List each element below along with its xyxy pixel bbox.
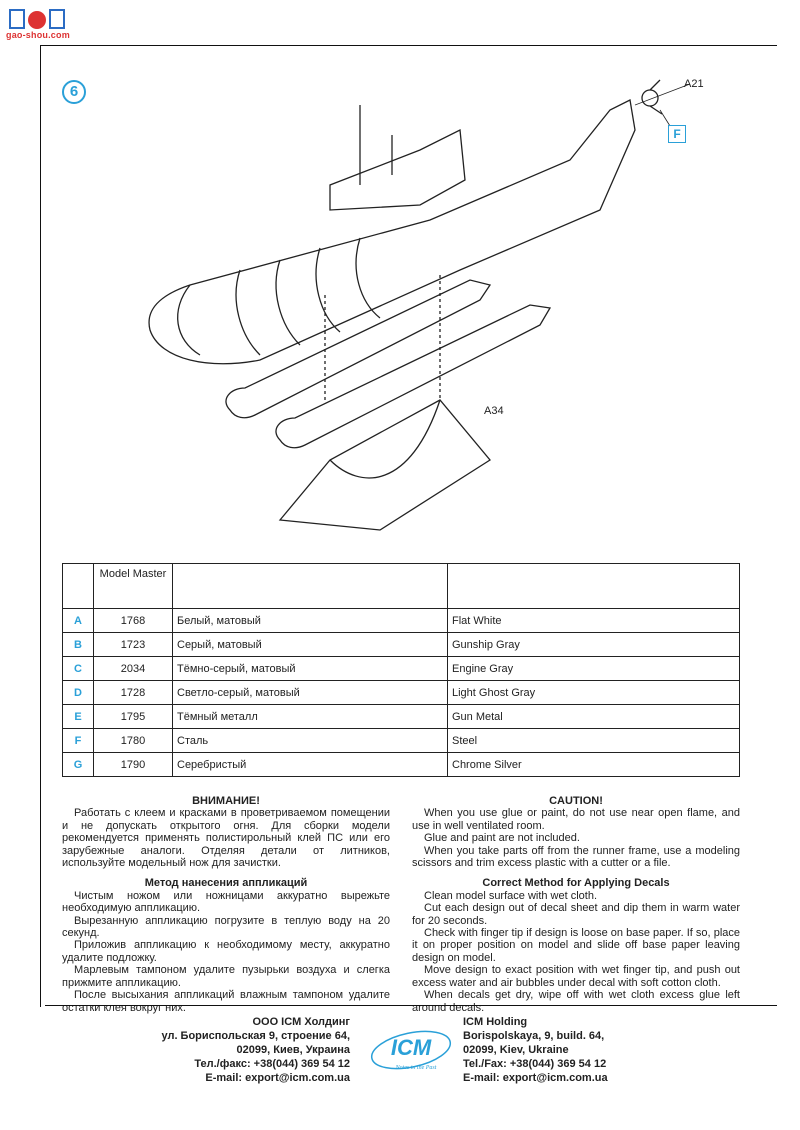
- paint-code: 1790: [94, 753, 173, 777]
- instructions-en: [412, 795, 740, 1014]
- paint-letter: E: [63, 705, 94, 729]
- table-row: [63, 729, 740, 753]
- paint-code: 1780: [94, 729, 173, 753]
- paint-name-en: Chrome Silver: [448, 753, 740, 777]
- paint-name-en: Gun Metal: [448, 705, 740, 729]
- city-en: 02099, Kiev, Ukraine: [463, 1044, 569, 1056]
- paint-letter: B: [63, 633, 94, 657]
- address-en: [463, 1015, 608, 1085]
- part-label-a34: A34: [484, 405, 504, 417]
- decals-paragraph: Move design to exact position with wet finger tip, and push out excess water and air bubbles under decal with soft cotton cloth.: [412, 964, 740, 989]
- decals-paragraph: Чистым ножом или ножницами аккуратно вырежьте необходимую аппликацию.: [62, 889, 390, 915]
- paint-letter: G: [63, 753, 94, 777]
- table-row: [63, 633, 740, 657]
- paint-letter: D: [63, 681, 94, 705]
- paint-name-en: Gunship Gray: [448, 633, 740, 657]
- street-ru: ул. Бориспольская 9, строение 64,: [161, 1030, 350, 1042]
- table-row: [63, 681, 740, 705]
- submarine-assembly-drawing: [130, 70, 750, 550]
- address-ru: [161, 1015, 350, 1085]
- company-name-en: ICM Holding: [463, 1016, 528, 1028]
- decals-paragraph: When decals get dry, wipe off with wet cloth excess glue left around decals.: [412, 989, 740, 1014]
- header-model-master: Model Master: [94, 564, 173, 609]
- decals-paragraph: Вырезанную аппликацию погрузите в теплую воду на 20 секунд.: [62, 914, 390, 940]
- part-label-a21: A21: [684, 78, 704, 90]
- paint-name-ru: Тёмный металл: [173, 705, 448, 729]
- paint-letter: F: [63, 729, 94, 753]
- paint-callout: F: [668, 125, 686, 143]
- paint-name-ru: Сталь: [173, 729, 448, 753]
- header-letter: [63, 564, 94, 609]
- paint-name-en: Engine Gray: [448, 657, 740, 681]
- city-ru: 02099, Киев, Украина: [236, 1044, 350, 1056]
- paint-name-ru: Тёмно-серый, матовый: [173, 657, 448, 681]
- paint-code: 1768: [94, 609, 173, 633]
- phone-ru: Тел./факс: +38(044) 369 54 12: [194, 1058, 350, 1070]
- paint-name-en: Steel: [448, 729, 740, 753]
- header-en: [448, 564, 740, 609]
- table-row: [63, 753, 740, 777]
- watermark-text: gao-shou.com: [6, 30, 70, 40]
- paint-name-en: Light Ghost Gray: [448, 681, 740, 705]
- paint-code: 2034: [94, 657, 173, 681]
- email-en: E-mail: export@icm.com.ua: [463, 1072, 608, 1084]
- paint-letter: A: [63, 609, 94, 633]
- decals-paragraph: Приложив аппликацию к необходимому месту, аккуратно удалите подложку.: [62, 939, 390, 964]
- page-frame-top: [40, 45, 777, 46]
- table-header-row: [63, 564, 740, 609]
- decals-title-en: Correct Method for Applying Decals: [482, 877, 670, 890]
- decals-paragraph: Check with finger tip if design is loose on base paper. If so, place it on proper position on model and slide off base paper leaving design on model.: [412, 927, 740, 964]
- conning-tower: [330, 130, 465, 210]
- caution-paragraph: When you use glue or paint, do not use near open flame, and use in well ventilated room.: [412, 807, 740, 832]
- svg-text:Notes in the Past: Notes in the Past: [395, 1065, 437, 1071]
- phone-en: Tel./Fax: +38(044) 369 54 12: [463, 1058, 607, 1070]
- decals-paragraph: Cut each design out of decal sheet and dip them in warm water for 20 seconds.: [412, 902, 740, 927]
- paint-code: 1795: [94, 705, 173, 729]
- header-ru: [173, 564, 448, 609]
- caution-paragraph: Glue and paint are not included.: [424, 832, 580, 845]
- paint-table: [62, 563, 740, 777]
- page-frame-left: [40, 45, 41, 1007]
- paint-name-ru: Белый, матовый: [173, 609, 448, 633]
- caution-paragraph: Работать с клеем и красками в проветриваемом помещении и не допускать открытого огня. Для сборки модели рекомендуется применять полистирольный клей ПС или его зарубежные аналоги. Отделяя детали от литников, используйте модельный нож для зачистки.: [62, 807, 390, 870]
- email-ru: E-mail: export@icm.com.ua: [205, 1072, 350, 1084]
- decals-title-ru: Метод нанесения аппликаций: [144, 877, 308, 890]
- street-en: Borispolskaya, 9, build. 64,: [463, 1030, 605, 1042]
- icm-logo: [368, 1025, 454, 1075]
- paint-name-ru: Серый, матовый: [173, 633, 448, 657]
- decals-paragraph: Марлевым тампоном удалите пузырьки воздуха и слегка прижмите аппликацию.: [62, 964, 390, 989]
- decals-paragraph: Clean model surface with wet cloth.: [424, 889, 598, 902]
- paint-code: 1723: [94, 633, 173, 657]
- footer-divider: [45, 1005, 777, 1006]
- caution-title-ru: ВНИМАНИЕ!: [192, 795, 260, 807]
- table-row: [63, 705, 740, 729]
- paint-code: 1728: [94, 681, 173, 705]
- paint-name-ru: Серебристый: [173, 753, 448, 777]
- caution-paragraph: When you take parts off from the runner frame, use a modeling scissors and trim excess plastic with a cutter or a file.: [412, 844, 740, 870]
- step-number: 6: [62, 80, 86, 104]
- paint-name-ru: Светло-серый, матовый: [173, 681, 448, 705]
- caution-title-en: CAUTION!: [549, 795, 603, 807]
- decals-paragraph: После высыхания аппликаций влажным тампоном удалите остатки клея вокруг них.: [62, 989, 390, 1014]
- paint-name-en: Flat White: [448, 609, 740, 633]
- table-row: [63, 657, 740, 681]
- instructions-ru: [62, 795, 390, 1014]
- svg-text:ICM: ICM: [390, 1035, 432, 1060]
- paint-letter: C: [63, 657, 94, 681]
- table-row: [63, 609, 740, 633]
- propeller: [642, 90, 658, 106]
- company-name-ru: ООО ICM Холдинг: [252, 1016, 350, 1028]
